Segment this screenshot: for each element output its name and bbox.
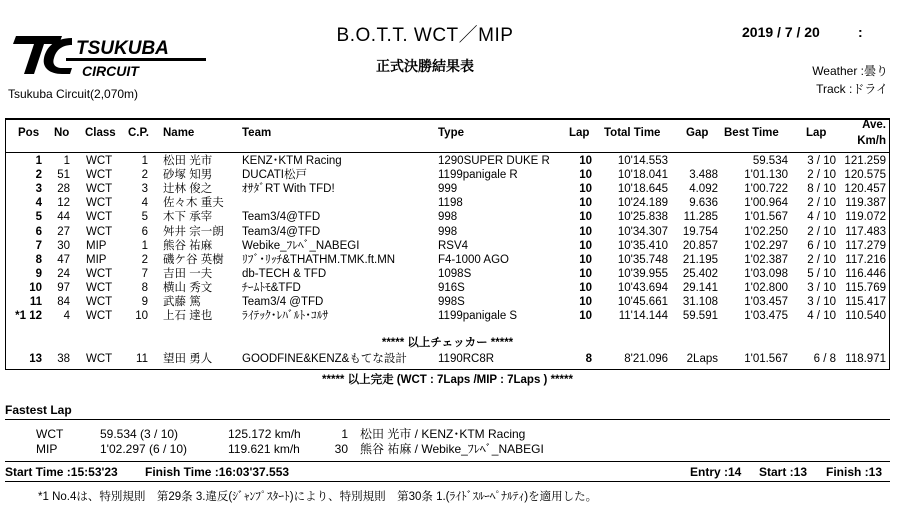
cell-lap: 10	[579, 253, 592, 266]
cell-pos: 7	[35, 239, 42, 252]
fastest-lap-who: 松田 光市 / KENZ･KTM Racing	[360, 427, 526, 441]
cell-pos: 11	[29, 296, 42, 308]
cell-gap: 21.195	[682, 253, 718, 266]
col-class: Class	[85, 127, 116, 139]
fastest-lap-speed: 125.172 km/h	[228, 427, 301, 441]
cell-class: WCT	[86, 183, 113, 196]
cell-gap: 9.636	[689, 197, 718, 210]
cell-cp: 1	[141, 239, 148, 252]
cell-name: 砂塚 知男	[163, 169, 213, 182]
weather-label: Weather :曇り	[812, 64, 888, 78]
finish-note: ***** 以上完走 (WCT : 7Laps /MIP : 7Laps ) *****	[322, 374, 573, 386]
cell-lap: 10	[579, 211, 592, 224]
cell-type: 1199panigale S	[438, 310, 518, 323]
col-gap: Gap	[686, 127, 709, 139]
logo-text: TSUKUBA	[76, 38, 169, 59]
cell-name: 上石 達也	[163, 310, 213, 323]
cell-bestlap: 4 / 10	[807, 211, 836, 224]
cell-cp: 5	[141, 211, 148, 224]
cell-lap: 10	[579, 183, 592, 196]
cell-cp: 4	[141, 197, 148, 210]
cell-total: 8'21.096	[624, 353, 668, 365]
cell-cp: 10	[135, 310, 148, 323]
page-title: B.O.T.T. WCT／MIP	[336, 25, 514, 46]
cell-lap: 10	[579, 310, 592, 323]
cell-team: Team3/4@TFD	[242, 225, 321, 238]
cell-pos: 6	[35, 225, 42, 238]
cell-ave: 120.457	[844, 183, 886, 196]
cell-bestlap: 8 / 10	[807, 183, 836, 196]
cell-pos: *1 12	[15, 310, 42, 323]
cell-cp: 8	[141, 281, 148, 294]
cell-class: WCT	[86, 211, 113, 224]
cell-type: RSV4	[438, 239, 469, 252]
cell-total: 10'18.041	[617, 169, 668, 182]
cell-bestlap: 3 / 10	[807, 155, 836, 167]
cell-gap: 2Laps	[686, 353, 718, 365]
cell-best: 1'02.250	[744, 225, 788, 238]
cell-total: 10'39.955	[617, 267, 668, 280]
cell-ave: 120.575	[844, 169, 886, 182]
cell-name: 佐々木 重夫	[163, 197, 224, 210]
fastest-lap-speed: 119.621 km/h	[228, 442, 300, 456]
cell-ave: 117.216	[845, 253, 886, 266]
checker-note: ***** 以上チェッカー *****	[381, 337, 514, 349]
cell-bestlap: 5 / 10	[807, 267, 836, 280]
cell-bestlap: 3 / 10	[807, 281, 836, 294]
cell-no: 27	[57, 225, 70, 238]
col-ave-unit: Km/h	[857, 135, 886, 147]
cell-best: 1'00.722	[744, 183, 788, 196]
fastest-lap-time: 1'02.297 (6 / 10)	[100, 442, 188, 456]
cell-bestlap: 6 / 8	[813, 353, 836, 365]
venue-label: Tsukuba Circuit(2,070m)	[8, 87, 139, 101]
cell-lap: 10	[579, 239, 592, 252]
penalty-footnote: *1 No.4は、特別規則 第29条 3.違反(ｼﾞｬﾝﾌﾟｽﾀｰﾄ)により、特別規則 第30条 1.(ﾗｲﾄﾞｽﾙｰﾍﾟﾅﾙﾃｨ)を適用した。	[38, 491, 598, 503]
cell-no: 28	[57, 183, 70, 196]
cell-gap: 3.488	[689, 169, 718, 182]
cell-name: 木下 承宰	[163, 211, 213, 224]
fastest-lap-time: 59.534 (3 / 10)	[100, 427, 179, 441]
cell-best: 59.534	[752, 155, 788, 167]
col-cp: C.P.	[128, 127, 149, 139]
cell-total: 10'43.694	[617, 281, 668, 294]
cell-best: 1'02.800	[744, 281, 788, 294]
cell-cp: 2	[141, 169, 148, 182]
cell-ave: 115.769	[845, 281, 886, 294]
cell-pos: 4	[35, 197, 42, 210]
cell-ave: 119.072	[845, 211, 886, 224]
cell-best: 1'00.964	[744, 197, 788, 210]
tc-logo-icon	[10, 28, 210, 80]
cell-no: 47	[57, 253, 70, 266]
cell-bestlap: 2 / 10	[807, 225, 836, 238]
cell-gap: 59.591	[682, 310, 718, 323]
cell-bestlap: 3 / 10	[807, 296, 836, 308]
cell-cp: 3	[141, 183, 148, 196]
cell-team: Team3/4@TFD	[242, 211, 321, 224]
cell-cp: 2	[141, 253, 148, 266]
cell-pos: 1	[35, 155, 42, 167]
cell-name: 吉田 一夫	[163, 267, 213, 280]
cell-gap: 11.285	[683, 211, 718, 224]
col-total-time: Total Time	[604, 127, 661, 139]
cell-gap: 4.092	[689, 183, 718, 196]
cell-pos: 9	[35, 267, 42, 280]
cell-lap: 10	[579, 169, 592, 182]
cell-class: WCT	[86, 155, 113, 167]
fastest-lap-no: 1	[341, 427, 348, 441]
fastest-lap-no: 30	[334, 442, 348, 456]
cell-class: WCT	[86, 225, 113, 238]
cell-name: 辻林 俊之	[163, 183, 213, 196]
cell-best: 1'03.098	[744, 267, 788, 280]
cell-type: F4-1000 AGO	[438, 253, 509, 266]
finish-time: Finish Time :16:03'37.553	[145, 465, 290, 479]
cell-team: KENZ･KTM Racing	[242, 155, 342, 167]
cell-team: Team3/4 @TFD	[242, 296, 324, 308]
tsukuba-circuit-logo	[10, 28, 210, 80]
cell-ave: 117.483	[845, 225, 886, 238]
cell-no: 51	[57, 169, 70, 182]
cell-team: db-TECH & TFD	[242, 267, 327, 280]
col-ave: Ave.	[862, 119, 886, 131]
col-pos: Pos	[18, 127, 40, 139]
cell-ave: 121.259	[844, 155, 886, 167]
cell-no: 24	[57, 267, 70, 280]
divider	[5, 419, 890, 420]
cell-pos: 13	[29, 353, 42, 365]
cell-class: WCT	[86, 267, 113, 280]
cell-pos: 2	[35, 169, 42, 182]
cell-bestlap: 2 / 10	[807, 169, 836, 182]
cell-total: 10'25.838	[617, 211, 668, 224]
cell-pos: 8	[35, 253, 42, 266]
cell-total: 10'35.410	[617, 239, 668, 252]
fastest-lap-class: WCT	[36, 427, 64, 441]
entry-count: Entry :14	[690, 465, 742, 479]
cell-no: 84	[57, 296, 70, 308]
cell-cp: 6	[141, 225, 148, 238]
cell-name: 望田 勇人	[163, 353, 213, 365]
cell-best: 1'03.475	[744, 310, 788, 323]
cell-no: 4	[63, 310, 70, 323]
col-team: Team	[242, 127, 272, 139]
cell-total: 10'35.748	[617, 253, 668, 266]
cell-total: 10'34.307	[617, 225, 668, 238]
cell-type: 998	[438, 225, 458, 238]
cell-class: WCT	[86, 197, 113, 210]
cell-cp: 11	[136, 353, 148, 365]
cell-ave: 118.971	[845, 353, 886, 365]
cell-lap: 10	[579, 155, 592, 167]
cell-type: 1199panigale R	[438, 169, 518, 182]
cell-lap: 10	[579, 197, 592, 210]
logo-sub-text: CIRCUIT	[82, 63, 139, 79]
cell-no: 44	[57, 211, 70, 224]
cell-name: 武藤 篤	[163, 296, 201, 308]
cell-cp: 1	[141, 155, 148, 167]
fastest-lap-class: MIP	[36, 442, 58, 456]
cell-bestlap: 2 / 10	[807, 197, 836, 210]
cell-name: 松田 光市	[163, 155, 213, 167]
cell-no: 12	[57, 197, 70, 210]
track-condition-label: Track :ドライ	[816, 82, 888, 96]
cell-lap: 8	[585, 353, 592, 365]
cell-gap: 20.857	[682, 239, 718, 252]
col-no: No	[54, 127, 70, 139]
cell-team: ﾗｲﾃｯｸ･ﾚﾊﾞﾙﾄ･ｺﾙｻ	[242, 310, 329, 323]
cell-best: 1'03.457	[744, 296, 788, 308]
cell-lap: 10	[579, 225, 592, 238]
cell-type: 916S	[438, 281, 465, 294]
cell-lap: 10	[579, 281, 592, 294]
cell-class: WCT	[86, 296, 113, 308]
cell-type: 1190RC8R	[438, 353, 495, 365]
cell-bestlap: 4 / 10	[807, 310, 836, 323]
start-time: Start Time :15:53'23	[5, 465, 118, 479]
cell-name: 横山 秀文	[163, 281, 213, 294]
start-count: Start :13	[759, 465, 808, 479]
cell-best: 1'02.387	[744, 253, 788, 266]
cell-ave: 110.540	[845, 310, 886, 323]
cell-best: 1'01.567	[744, 211, 788, 224]
col-best-time: Best Time	[724, 127, 779, 139]
cell-type: 998S	[438, 296, 465, 308]
cell-name: 舛井 宗一朗	[163, 225, 224, 238]
cell-team: ｵｻﾀﾞRT With TFD!	[242, 183, 335, 196]
cell-team: GOODFINE&KENZ&もてな設計	[242, 353, 407, 365]
cell-gap: 31.108	[682, 296, 718, 308]
cell-best: 1'01.130	[744, 169, 788, 182]
cell-pos: 5	[35, 211, 42, 224]
cell-best: 1'01.567	[744, 353, 788, 365]
cell-class: MIP	[86, 253, 107, 266]
cell-no: 1	[63, 155, 70, 167]
cell-total: 10'24.189	[617, 197, 668, 210]
fastest-lap-who: 熊谷 祐麻 / Webike_ﾌﾚﾍﾞ_NABEGI	[360, 442, 544, 456]
cell-ave: 119.387	[845, 197, 886, 210]
cell-class: MIP	[86, 239, 107, 252]
col-name: Name	[163, 127, 195, 139]
cell-lap: 10	[579, 267, 592, 280]
cell-total: 10'45.661	[617, 296, 668, 308]
table-header-divider	[5, 152, 890, 153]
cell-gap: 29.141	[682, 281, 718, 294]
cell-cp: 7	[141, 267, 148, 280]
race-date: 2019 / 7 / 20	[742, 24, 820, 40]
cell-team: ﾁｰﾑﾄﾓ&TFD	[242, 281, 301, 294]
divider	[5, 481, 890, 482]
cell-total: 10'18.645	[617, 183, 668, 196]
race-time-placeholder: :	[858, 24, 863, 40]
cell-class: WCT	[86, 281, 113, 294]
cell-gap: 25.402	[682, 267, 718, 280]
cell-team: Webike_ﾌﾚﾍﾞ_NABEGI	[242, 239, 360, 252]
cell-pos: 3	[35, 183, 42, 196]
cell-total: 11'14.144	[618, 310, 668, 323]
cell-type: 1098S	[438, 267, 472, 280]
cell-lap: 10	[579, 296, 592, 308]
col-lap: Lap	[569, 127, 590, 139]
cell-class: WCT	[86, 310, 113, 323]
cell-team: ﾘﾌﾞ･ﾘｯﾁ&THATHM.TMK.ft.MN	[242, 253, 396, 266]
cell-class: WCT	[86, 353, 113, 365]
cell-ave: 117.279	[845, 239, 886, 252]
col-type: Type	[438, 127, 464, 139]
cell-ave: 116.446	[845, 267, 886, 280]
finish-count: Finish :13	[826, 465, 883, 479]
cell-class: WCT	[86, 169, 113, 182]
cell-gap: 19.754	[682, 225, 718, 238]
cell-type: 998	[438, 211, 458, 224]
cell-no: 97	[57, 281, 70, 294]
cell-type: 1290SUPER DUKE R	[438, 155, 550, 167]
cell-name: 磯ケ谷 英樹	[163, 253, 224, 266]
cell-type: 1198	[438, 197, 463, 210]
cell-ave: 115.417	[845, 296, 886, 308]
fastest-lap-title: Fastest Lap	[5, 403, 72, 417]
cell-cp: 9	[141, 296, 148, 308]
cell-total: 10'14.553	[617, 155, 668, 167]
cell-no: 30	[57, 239, 70, 252]
cell-type: 999	[438, 183, 458, 196]
cell-bestlap: 6 / 10	[807, 239, 836, 252]
col-best-lap: Lap	[806, 127, 827, 139]
cell-best: 1'02.297	[744, 239, 788, 252]
cell-bestlap: 2 / 10	[807, 253, 836, 266]
cell-no: 38	[57, 353, 70, 365]
cell-pos: 10	[29, 281, 42, 294]
page-subtitle: 正式決勝結果表	[376, 58, 474, 74]
cell-team: DUCATI松戸	[242, 169, 307, 182]
divider	[5, 461, 890, 462]
cell-name: 熊谷 祐麻	[163, 239, 213, 252]
